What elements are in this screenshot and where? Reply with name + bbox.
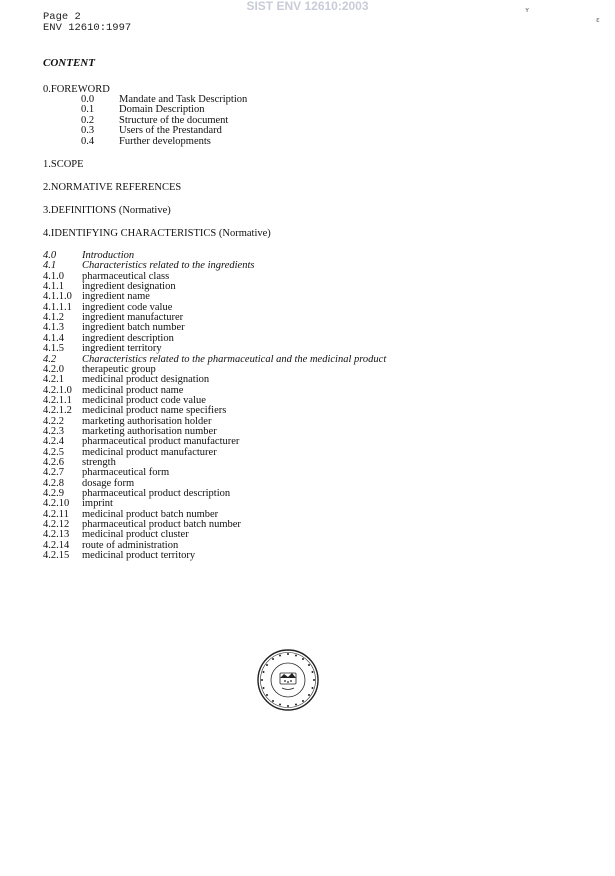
characteristic-number: 4.1.3	[43, 322, 64, 334]
characteristic-label: medicinal product name	[82, 384, 184, 396]
characteristic-label: pharmaceutical class	[82, 270, 170, 282]
section-definitions: 3.DEFINITIONS (Normative)	[43, 205, 171, 216]
characteristic-label: pharmaceutical product description	[82, 488, 231, 500]
characteristic-number: 4.2.1	[43, 374, 64, 386]
characteristic-label: ingredient territory	[82, 343, 162, 355]
section-normative-references: 2.NORMATIVE REFERENCES	[43, 182, 182, 193]
characteristic-label: ingredient name	[82, 291, 150, 303]
characteristic-number: 4.2	[43, 353, 57, 365]
section-scope: 1.SCOPE	[43, 159, 84, 170]
characteristic-number: 4.2.15	[43, 550, 70, 562]
characteristic-number: 4.2.12	[43, 519, 70, 531]
characteristic-number: 4.1.0	[43, 270, 64, 282]
characteristic-number: 4.1.1	[43, 281, 64, 293]
characteristic-label: ingredient designation	[82, 281, 176, 293]
content-heading: CONTENT	[43, 57, 95, 69]
characteristic-label: ingredient manufacturer	[82, 312, 184, 324]
characteristic-number: 4.0	[43, 250, 57, 261]
characteristic-label: ingredient description	[82, 332, 174, 344]
characteristic-number: 4.2.14	[43, 539, 70, 551]
characteristic-number: 4.2.3	[43, 425, 64, 437]
characteristic-label: marketing authorisation holder	[82, 415, 212, 427]
characteristic-number: 4.2.9	[43, 488, 64, 500]
characteristic-number: 4.2.1.2	[43, 405, 72, 417]
characteristic-number: 4.2.6	[43, 457, 64, 468]
characteristic-number: 4.1.2	[43, 312, 64, 324]
characteristic-number: 4.1	[43, 260, 57, 272]
characteristic-label: Characteristics related to the pharmaceutical and the medicinal product	[82, 353, 387, 365]
characteristic-number: 4.2.10	[43, 498, 70, 510]
document-id: ENV 12610:1997	[43, 22, 132, 34]
foreword-heading: 0.FOREWORD	[43, 84, 110, 95]
characteristic-label: medicinal product batch number	[82, 508, 219, 520]
scan-speck: ε	[596, 16, 600, 24]
characteristic-label: Introduction	[82, 250, 135, 261]
characteristic-number: 4.2.5	[43, 446, 64, 458]
characteristic-label: marketing authorisation number	[82, 425, 217, 437]
characteristic-number: 4.1.4	[43, 332, 64, 344]
characteristic-label: strength	[82, 457, 116, 468]
characteristic-label: pharmaceutical product manufacturer	[82, 436, 240, 448]
characteristic-number: 4.2.2	[43, 415, 64, 427]
characteristic-label: dosage form	[82, 477, 135, 489]
scan-speck: ʏ	[525, 6, 530, 14]
characteristic-number: 4.2.0	[43, 363, 64, 375]
characteristic-label: therapeutic group	[82, 363, 156, 375]
characteristic-number: 4.1.1.0	[43, 291, 72, 303]
characteristic-label: ingredient batch number	[82, 322, 185, 334]
characteristic-number: 4.2.13	[43, 529, 70, 541]
characteristic-number: 4.2.11	[43, 508, 69, 520]
characteristic-label: medicinal product territory	[82, 550, 196, 562]
characteristic-label: medicinal product cluster	[82, 529, 189, 541]
characteristic-number: 4.1.1.1	[43, 301, 72, 313]
characteristic-label: medicinal product code value	[82, 394, 206, 406]
characteristic-number: 4.2.7	[43, 467, 64, 479]
characteristic-label: medicinal product name specifiers	[82, 405, 227, 417]
section-identifying-characteristics: 4.IDENTIFYING CHARACTERISTICS (Normative)	[43, 228, 271, 239]
characteristic-number: 4.1.5	[43, 343, 64, 355]
characteristic-label: imprint	[82, 498, 113, 510]
page-header	[43, 12, 131, 34]
characteristic-label: route of administration	[82, 539, 179, 551]
page-number: Page 2	[43, 11, 81, 23]
characteristic-label: medicinal product designation	[82, 374, 210, 386]
characteristic-label: pharmaceutical form	[82, 467, 170, 479]
watermark: SIST ENV 12610:2003	[246, 0, 369, 13]
characteristic-number: 4.2.4	[43, 436, 64, 448]
characteristic-number: 4.2.8	[43, 477, 64, 489]
characteristic-label: ingredient code value	[82, 301, 173, 313]
characteristic-label: pharmaceutical product batch number	[82, 519, 241, 531]
characteristic-number: 4.2.1.1	[43, 394, 72, 406]
characteristic-label: Characteristics related to the ingredients	[82, 260, 255, 272]
official-seal-stamp-icon	[256, 648, 320, 712]
characteristic-label: medicinal product manufacturer	[82, 446, 217, 458]
characteristic-number: 4.2.1.0	[43, 384, 72, 396]
